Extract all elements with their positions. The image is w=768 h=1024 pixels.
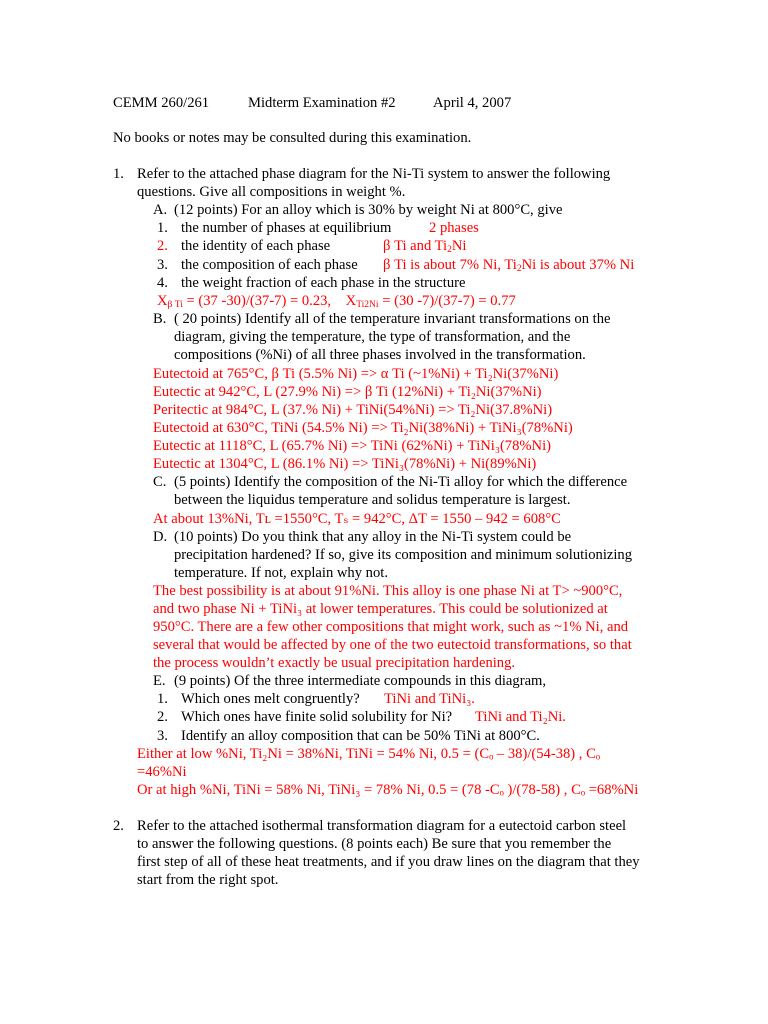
question-2-text: to answer the following questions. (8 points each) Be sure that you remember the bbox=[137, 836, 612, 852]
part-a-item-text: the composition of each phase bbox=[181, 257, 358, 273]
part-d-label: D. bbox=[153, 529, 168, 545]
part-a-answer-fractions: $X_{\beta Ti} = (37$ -30)/(37-7) = 0.23, $X_{Ti2Ni} = (30$ -7)/(37-7) = 0.77 bbox=[157, 293, 516, 310]
part-c-text: (5 points) Identify the composition of the Ni-Ti alloy for which the difference bbox=[174, 474, 628, 490]
part-a-item-text: the identity of each phase bbox=[181, 238, 331, 254]
part-e-answer: =46%Ni bbox=[137, 764, 187, 780]
part-a-answer-composition: β Ti is about 7% Ni, $Ti_2Ni$ is about 37% Ni bbox=[383, 257, 635, 274]
part-a-text: (12 points) For an alloy which is 30% by weight Ni at 800°C, give bbox=[174, 202, 563, 218]
part-b-answer: Eutectic at 1118°C, L (65.7% Ni) => TiNi (62%Ni) + TiNi₃(78%Ni) bbox=[153, 438, 552, 454]
part-d-text: precipitation hardened? If so, give its composition and minimum solutionizing bbox=[174, 547, 633, 563]
part-a-item-number: 4. bbox=[157, 275, 168, 291]
part-e-label: E. bbox=[153, 673, 166, 689]
question-1-number: 1. bbox=[113, 166, 124, 182]
question-2-number: 2. bbox=[113, 818, 124, 834]
course-code: CEMM 260/261 bbox=[113, 95, 210, 111]
part-b-text: compositions (%Ni) of all three phases involved in the transformation. bbox=[174, 347, 586, 363]
part-e-item-text: Which ones melt congruently? bbox=[181, 691, 360, 707]
part-c-text: between the liquidus temperature and solidus temperature is largest. bbox=[174, 492, 571, 508]
question-1-text: Refer to the attached phase diagram for the Ni-Ti system to answer the following bbox=[137, 166, 611, 182]
part-d-answer: The best possibility is at about 91%Ni. This alloy is one phase Ni at T> ~900°C, bbox=[153, 583, 623, 599]
question-1-text: questions. Give all compositions in weight %. bbox=[137, 184, 406, 200]
part-b-answer: Eutectic at 942°C, L (27.9% Ni) => β Ti (12%Ni) + Ti₂Ni(37%Ni) bbox=[153, 384, 542, 400]
part-e-text: (9 points) Of the three intermediate compounds in this diagram, bbox=[174, 673, 547, 689]
part-e-item-text: Which ones have finite solid solubility for Ni? bbox=[181, 709, 453, 725]
exam-title: Midterm Examination #2 bbox=[248, 95, 396, 111]
question-2-text: first step of all of these heat treatments, and if you draw lines on the diagram that they bbox=[137, 854, 640, 870]
part-d-answer: the process wouldn’t exactly be usual precipitation hardening. bbox=[153, 655, 516, 671]
exam-instructions: No books or notes may be consulted during this examination. bbox=[113, 130, 472, 146]
part-b-text: diagram, giving the temperature, the type of transformation, and the bbox=[174, 329, 571, 345]
part-a-item-number: 1. bbox=[157, 220, 168, 236]
part-b-label: B. bbox=[153, 311, 167, 327]
part-c-label: C. bbox=[153, 474, 167, 490]
part-b-answer: Eutectoid at 630°C, TiNi (54.5% Ni) => Ti₂Ni(38%Ni) + TiNi₃(78%Ni) bbox=[153, 420, 573, 436]
part-e-item-number: 2. bbox=[157, 709, 168, 725]
part-d-text: (10 points) Do you think that any alloy in the Ni-Ti system could be bbox=[174, 529, 572, 545]
part-b-answer: Eutectic at 1304°C, L (86.1% Ni) => TiNi₃(78%Ni) + Ni(89%Ni) bbox=[153, 456, 537, 472]
part-e-answer-solubility: TiNi and Ti₂Ni. bbox=[475, 709, 566, 725]
part-e-answer: Either at low %Ni, Ti₂Ni = 38%Ni, TiNi = 54% Ni, 0.5 = (Cₒ – 38)/(54-38) , Cₒ bbox=[137, 746, 601, 762]
part-e-answer-congruent: TiNi and TiNi₃. bbox=[384, 691, 475, 707]
part-a-answer-identity: β Ti and $Ti_2Ni$ bbox=[383, 238, 467, 255]
part-c-answer: At about 13%Ni, Tʟ =1550°C, Tₛ = 942°C, ΔT = 1550 – 942 = 608°C bbox=[153, 511, 561, 527]
part-a-item-number: 2. bbox=[157, 238, 168, 254]
part-a-item-text: the number of phases at equilibrium bbox=[181, 220, 392, 236]
part-e-item-text: Identify an alloy composition that can be 50% TiNi at 800°C. bbox=[181, 728, 540, 744]
part-d-answer: several that would be affected by one of the two eutectoid transformations, so that bbox=[153, 637, 632, 653]
part-d-text: temperature. If not, explain why not. bbox=[174, 565, 388, 581]
part-d-answer: 950°C. There are a few other compositions that might work, such as ~1% Ni, and bbox=[153, 619, 629, 635]
question-2-text: start from the right spot. bbox=[137, 872, 279, 888]
part-a-answer-phases: 2 phases bbox=[429, 220, 479, 236]
part-a-item-text: the weight fraction of each phase in the structure bbox=[181, 275, 466, 291]
part-e-item-number: 1. bbox=[157, 691, 168, 707]
part-a-label: A. bbox=[153, 202, 168, 218]
part-e-answer: Or at high %Ni, TiNi = 58% Ni, TiNi₃ = 78% Ni, 0.5 = (78 -Cₒ )/(78-58) , Cₒ =68%Ni bbox=[137, 782, 639, 798]
part-b-answer: Peritectic at 984°C, L (37.% Ni) + TiNi(54%Ni) => Ti₂Ni(37.8%Ni) bbox=[153, 402, 553, 418]
part-b-text: ( 20 points) Identify all of the temperature invariant transformations on the bbox=[174, 311, 611, 327]
question-2-text: Refer to the attached isothermal transformation diagram for a eutectoid carbon steel bbox=[137, 818, 627, 834]
exam-date: April 4, 2007 bbox=[433, 95, 512, 111]
part-a-item-number: 3. bbox=[157, 257, 168, 273]
part-e-item-number: 3. bbox=[157, 728, 168, 744]
part-d-answer: and two phase Ni + TiNi₃ at lower temperatures. This could be solutionized at bbox=[153, 601, 608, 617]
part-b-answer: Eutectoid at 765°C, β Ti (5.5% Ni) => α Ti (~1%Ni) + Ti₂Ni(37%Ni) bbox=[153, 366, 559, 382]
